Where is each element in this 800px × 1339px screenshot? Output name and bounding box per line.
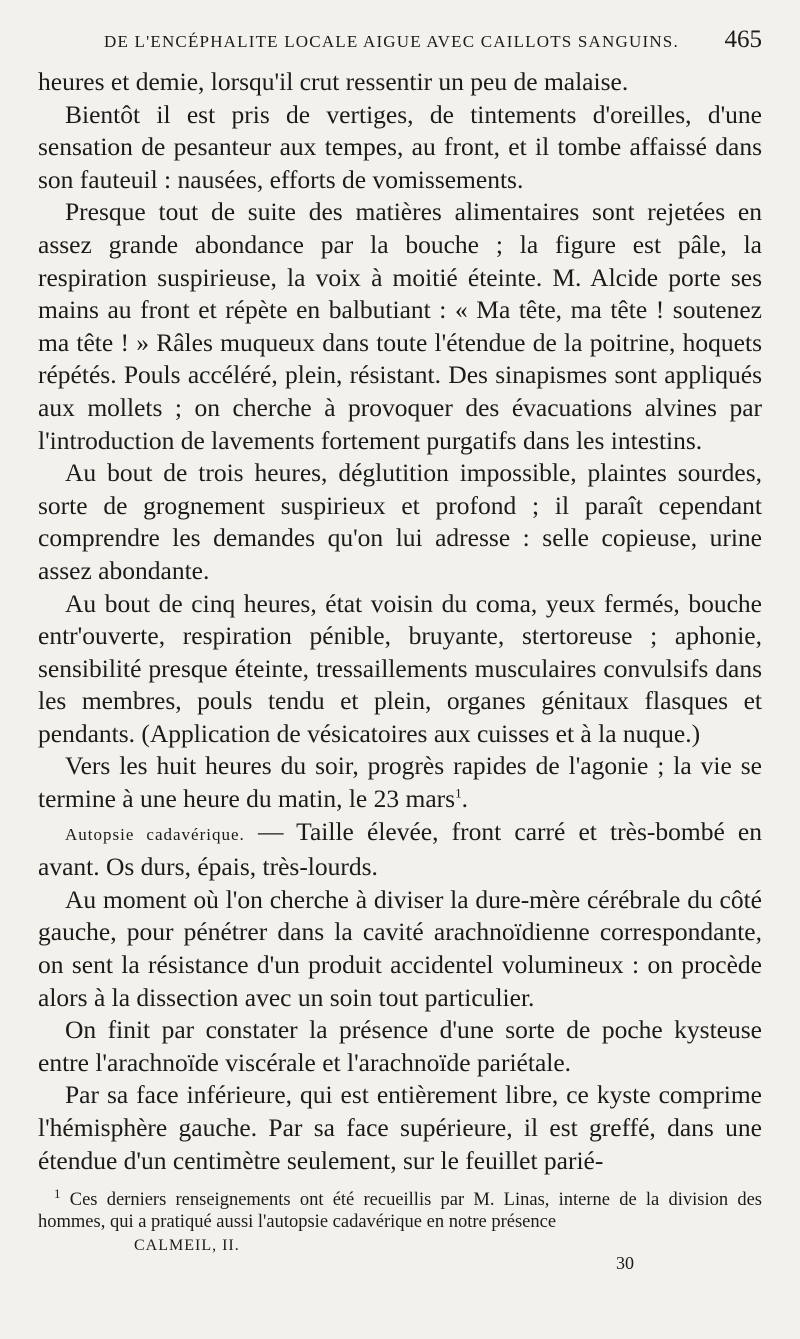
- paragraph-text: — Taille élevée, front carré et très-bombé en avant. Os durs, épais, très-lourds.: [38, 816, 762, 882]
- paragraph-text: Vers les huit heures du soir, progrès rapides de l'agonie ; la vie se termine à une heure du matin, le 23 mars: [38, 751, 762, 814]
- page-number: 465: [724, 26, 762, 53]
- paragraph: Au moment où l'on cherche à diviser la dure-mère cérébrale du côté gauche, pour pénétrer dans la cavité arachnoïdienne correspondante, on sent la résistance d'un produit accidentel volumineux : on procède alors à la dissection avec un soin tout particulier.: [38, 884, 762, 1012]
- page-footer: [38, 1233, 762, 1283]
- paragraph: On finit par constater la présence d'une sorte de poche kysteuse entre l'arachnoïde viscérale et l'arachnoïde pariétale.: [38, 1015, 762, 1077]
- paragraph-end: .: [461, 784, 468, 814]
- signature-number: 30: [616, 1253, 634, 1274]
- paragraph: heures et demie, lorsqu'il crut ressentir un peu de malaise.: [38, 67, 629, 96]
- paragraph: Au bout de cinq heures, état voisin du coma, yeux fermés, bouche entr'ouverte, respiration pénible, bruyante, stertoreuse ; aphonie, sensibilité presque éteinte, tressaillements musculaires convulsifs dans les membres, pouls tendu et plein, organes génitaux flasques et pendants. (Application de vésicatoires aux cuisses et à la nuque.): [38, 588, 762, 748]
- paragraph: Bientôt il est pris de vertiges, de tintements d'oreilles, d'une sensation de pesanteur aux tempes, au front, et il tombe affaissé dans son fauteuil : nausées, efforts de vomissements.: [38, 99, 762, 194]
- signature-author: CALMEIL, II.: [134, 1237, 240, 1255]
- paragraph: Au bout de trois heures, déglutition impossible, plaintes sourdes, sorte de grognement suspirieux et profond ; il paraît cependant comprendre les demandes qu'on lui adresse : selle copieuse, urine assez abondante.: [38, 458, 762, 585]
- running-title: DE L'ENCÉPHALITE LOCALE AIGUE AVEC CAILLOTS SANGUINS.: [104, 32, 679, 51]
- footnotes: [38, 1186, 762, 1233]
- paragraph: [38, 750, 762, 815]
- footnote-reference: 1: [455, 785, 462, 801]
- footnote-mark: 1: [54, 1186, 61, 1202]
- body-text: [38, 66, 762, 1177]
- paragraph: [38, 816, 762, 884]
- page-header: [38, 26, 762, 66]
- footnote: [38, 1186, 762, 1233]
- section-label: Autopsie cadavérique.: [65, 824, 245, 844]
- paragraph: Presque tout de suite des matières alimentaires sont rejetées en assez grande abondance par la bouche ; la figure est pâle, la respiration suspirieuse, la voix à moitié éteinte. M. Alcide porte ses mains au front et répète en balbutiant : « Ma tête, ma tête ! soutenez ma tête ! » Râles muqueux dans toute l'étendue de la poitrine, hoquets répétés. Pouls accéléré, plein, résistant. Des sinapismes sont appliqués aux mollets ; on cherche à provoquer des évacuations alvines par l'introduction de lavements fortement purgatifs dans les intestins.: [38, 197, 762, 455]
- paragraph: Par sa face inférieure, qui est entièrement libre, ce kyste comprime l'hémisphère gauche. Par sa face supérieure, il est greffé, dans une étendue d'un centimètre seulement, sur le feuillet parié-: [38, 1080, 762, 1175]
- footnote-text: Ces derniers renseignements ont été recueillis par M. Linas, interne de la division des hommes, qui a pratiqué aussi l'autopsie cadavérique en notre présence: [38, 1190, 762, 1233]
